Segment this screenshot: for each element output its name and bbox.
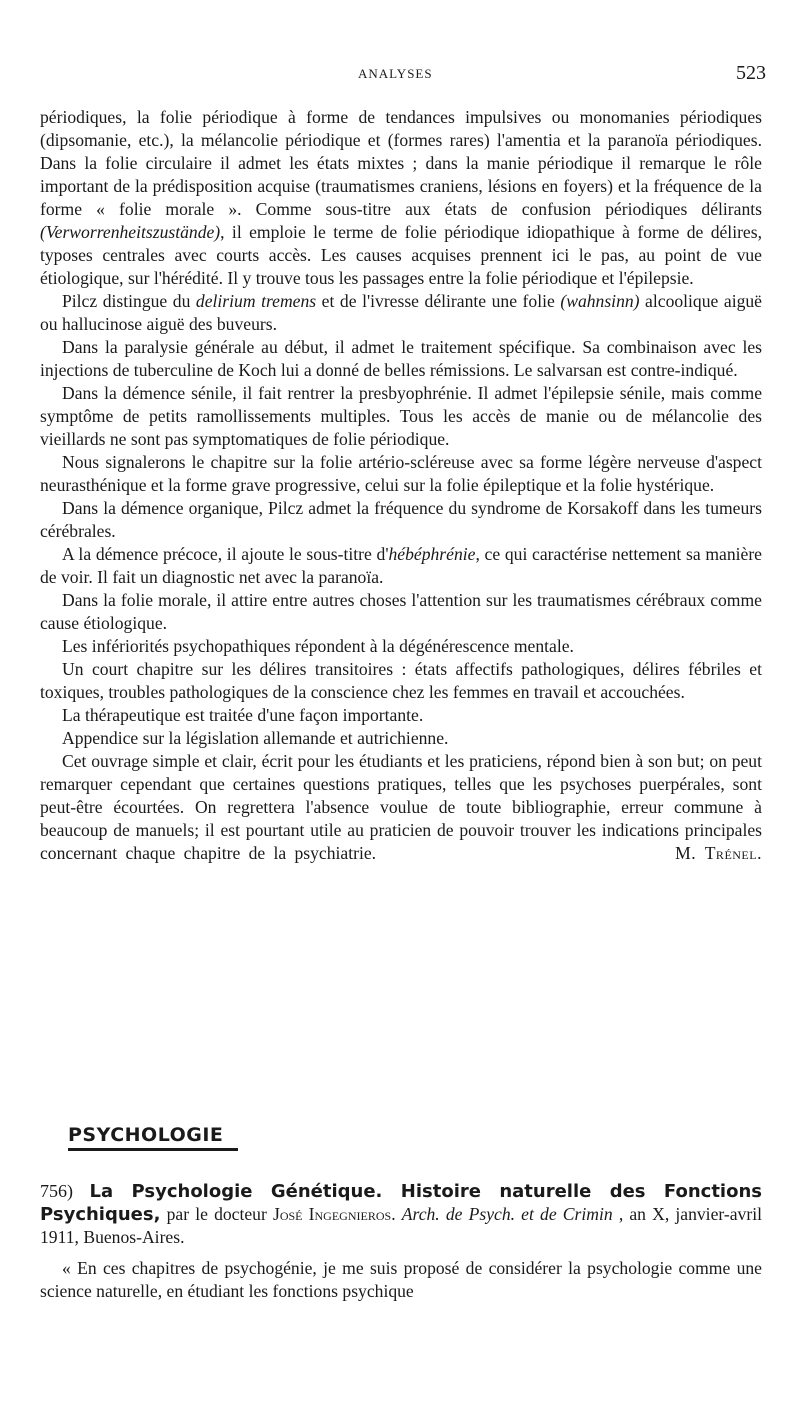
paragraph: Dans la folie morale, il attire entre autres choses l'attention sur les traumatismes cérébraux comme cause étiologique. xyxy=(40,590,762,633)
italic-term: hébéphrénie xyxy=(388,544,476,564)
text-run: , il emploie le terme de folie périodique idiopathique à forme de délires, typoses centrales avec courts accès. Les causes acquises prennent ici le pas, au point de vue étiologique, sur l'hérédité. Il y trouve tous les passages entre la folie périodique et l'épilepsie. xyxy=(40,222,762,288)
paragraph: Appendice sur la législation allemande et autrichienne. xyxy=(62,728,449,748)
signature: M. Trénel. xyxy=(675,843,762,863)
text-run: A la démence précoce, il ajoute le sous-titre d' xyxy=(62,544,389,564)
section-title: PSYCHOLOGIE xyxy=(68,1124,224,1146)
entry-body: « En ces chapitres de psychogénie, je me suis proposé de considérer la psychologie comme une science naturelle, en étudiant les fonctions psychique xyxy=(40,1258,762,1301)
paragraph xyxy=(40,106,762,290)
paragraph xyxy=(40,543,762,589)
text-run: Pilcz distingue du xyxy=(62,291,196,311)
italic-term: (Verworrenheitszustände) xyxy=(40,222,221,242)
running-head: ANALYSES xyxy=(358,66,433,81)
entry-journal: Arch. de Psych. et de Crimin xyxy=(401,1204,613,1224)
page-header xyxy=(0,62,800,86)
text-run: périodiques, la folie périodique à forme de tendances impulsives ou monomanies périodiques (dipsomanie, etc.), la mélancolie périodique et (formes rares) l'amentia et la paranoïa périodiques. Dans la folie circulaire il admet les états mixtes ; dans la manie périodique il remarque le rôle important de la prédisposition acquise (traumatismes craniens, lésions en foyers) et la fréquence de la forme « folie morale ». Comme sous-titre aux états de confusion périodiques délirants xyxy=(40,107,762,219)
section-underline xyxy=(68,1148,238,1151)
page-number: 523 xyxy=(736,62,766,84)
text-run: et de l'ivresse délirante une folie xyxy=(316,291,561,311)
text-run: . xyxy=(391,1204,402,1224)
text-run: Cet ouvrage simple et clair, écrit pour les étudiants et les praticiens, répond bien à son but; on peut remarquer cependant que certaines questions pratiques, telles que les psychoses puerpérales, sont peut-être écourtées. On regrettera l'absence voulue de toute bibliographie, erreur commune à beaucoup de manuels; il est pourtant utile au praticien de pouvoir trouver les indications principales concernant chaque chapitre de la psychiatrie. xyxy=(40,751,762,863)
paragraph xyxy=(40,750,762,865)
text-run: , an X, janvier-avril 1911, Buenos-Aires. xyxy=(40,1204,762,1247)
entry-citation xyxy=(40,1180,762,1249)
paragraph: Dans la paralysie générale au début, il admet le traitement spécifique. Sa combinaison avec les injections de tuberculine de Koch lui a donné de belles rémissions. Le salvarsan est contre-indiqué. xyxy=(40,337,762,380)
entry-number: 756) xyxy=(40,1181,73,1201)
bibliographic-entry xyxy=(40,1180,762,1303)
paragraph: La thérapeutique est traitée d'une façon importante. xyxy=(62,705,424,725)
paragraph: Les infériorités psychopathiques répondent à la dégénérescence mentale. xyxy=(62,636,574,656)
entry-author: José Ingegnieros xyxy=(272,1204,392,1224)
text-run: par le docteur xyxy=(160,1204,273,1224)
text-run: alcoolique aiguë ou hallucinose aiguë des buveurs. xyxy=(40,291,762,334)
review-text xyxy=(40,106,762,865)
italic-term: delirium tremens xyxy=(195,291,317,311)
paragraph xyxy=(40,290,762,336)
paragraph: Dans la démence organique, Pilcz admet la fréquence du syndrome de Korsakoff dans les tumeurs cérébrales. xyxy=(40,498,762,541)
paragraph: Un court chapitre sur les délires transitoires : états affectifs pathologiques, délires fébriles et toxiques, troubles pathologiques de la conscience chez les femmes en travail et accouchées. xyxy=(40,659,762,702)
paragraph: Dans la démence sénile, il fait rentrer la presbyophrénie. Il admet l'épilepsie sénile, mais comme symptôme de petits ramollissements multiples. Tous les accès de manie ou de mélancolie des vieillards ne sont pas symptomatiques de folie périodique. xyxy=(40,383,762,449)
text-run: , ce qui caractérise nettement sa manière de voir. Il fait un diagnostic net avec la paranoïa. xyxy=(40,544,762,587)
italic-term: (wahnsinn) xyxy=(560,291,640,311)
section-heading xyxy=(68,1124,238,1151)
entry-title: La Psychologie Génétique. Histoire naturelle des Fonctions Psychiques, xyxy=(40,1181,762,1225)
paragraph: Nous signalerons le chapitre sur la folie artério-scléreuse avec sa forme légère nerveuse d'aspect neurasthénique et la forme grave progressive, celui sur la folie épileptique et la folie hystérique. xyxy=(40,452,762,495)
